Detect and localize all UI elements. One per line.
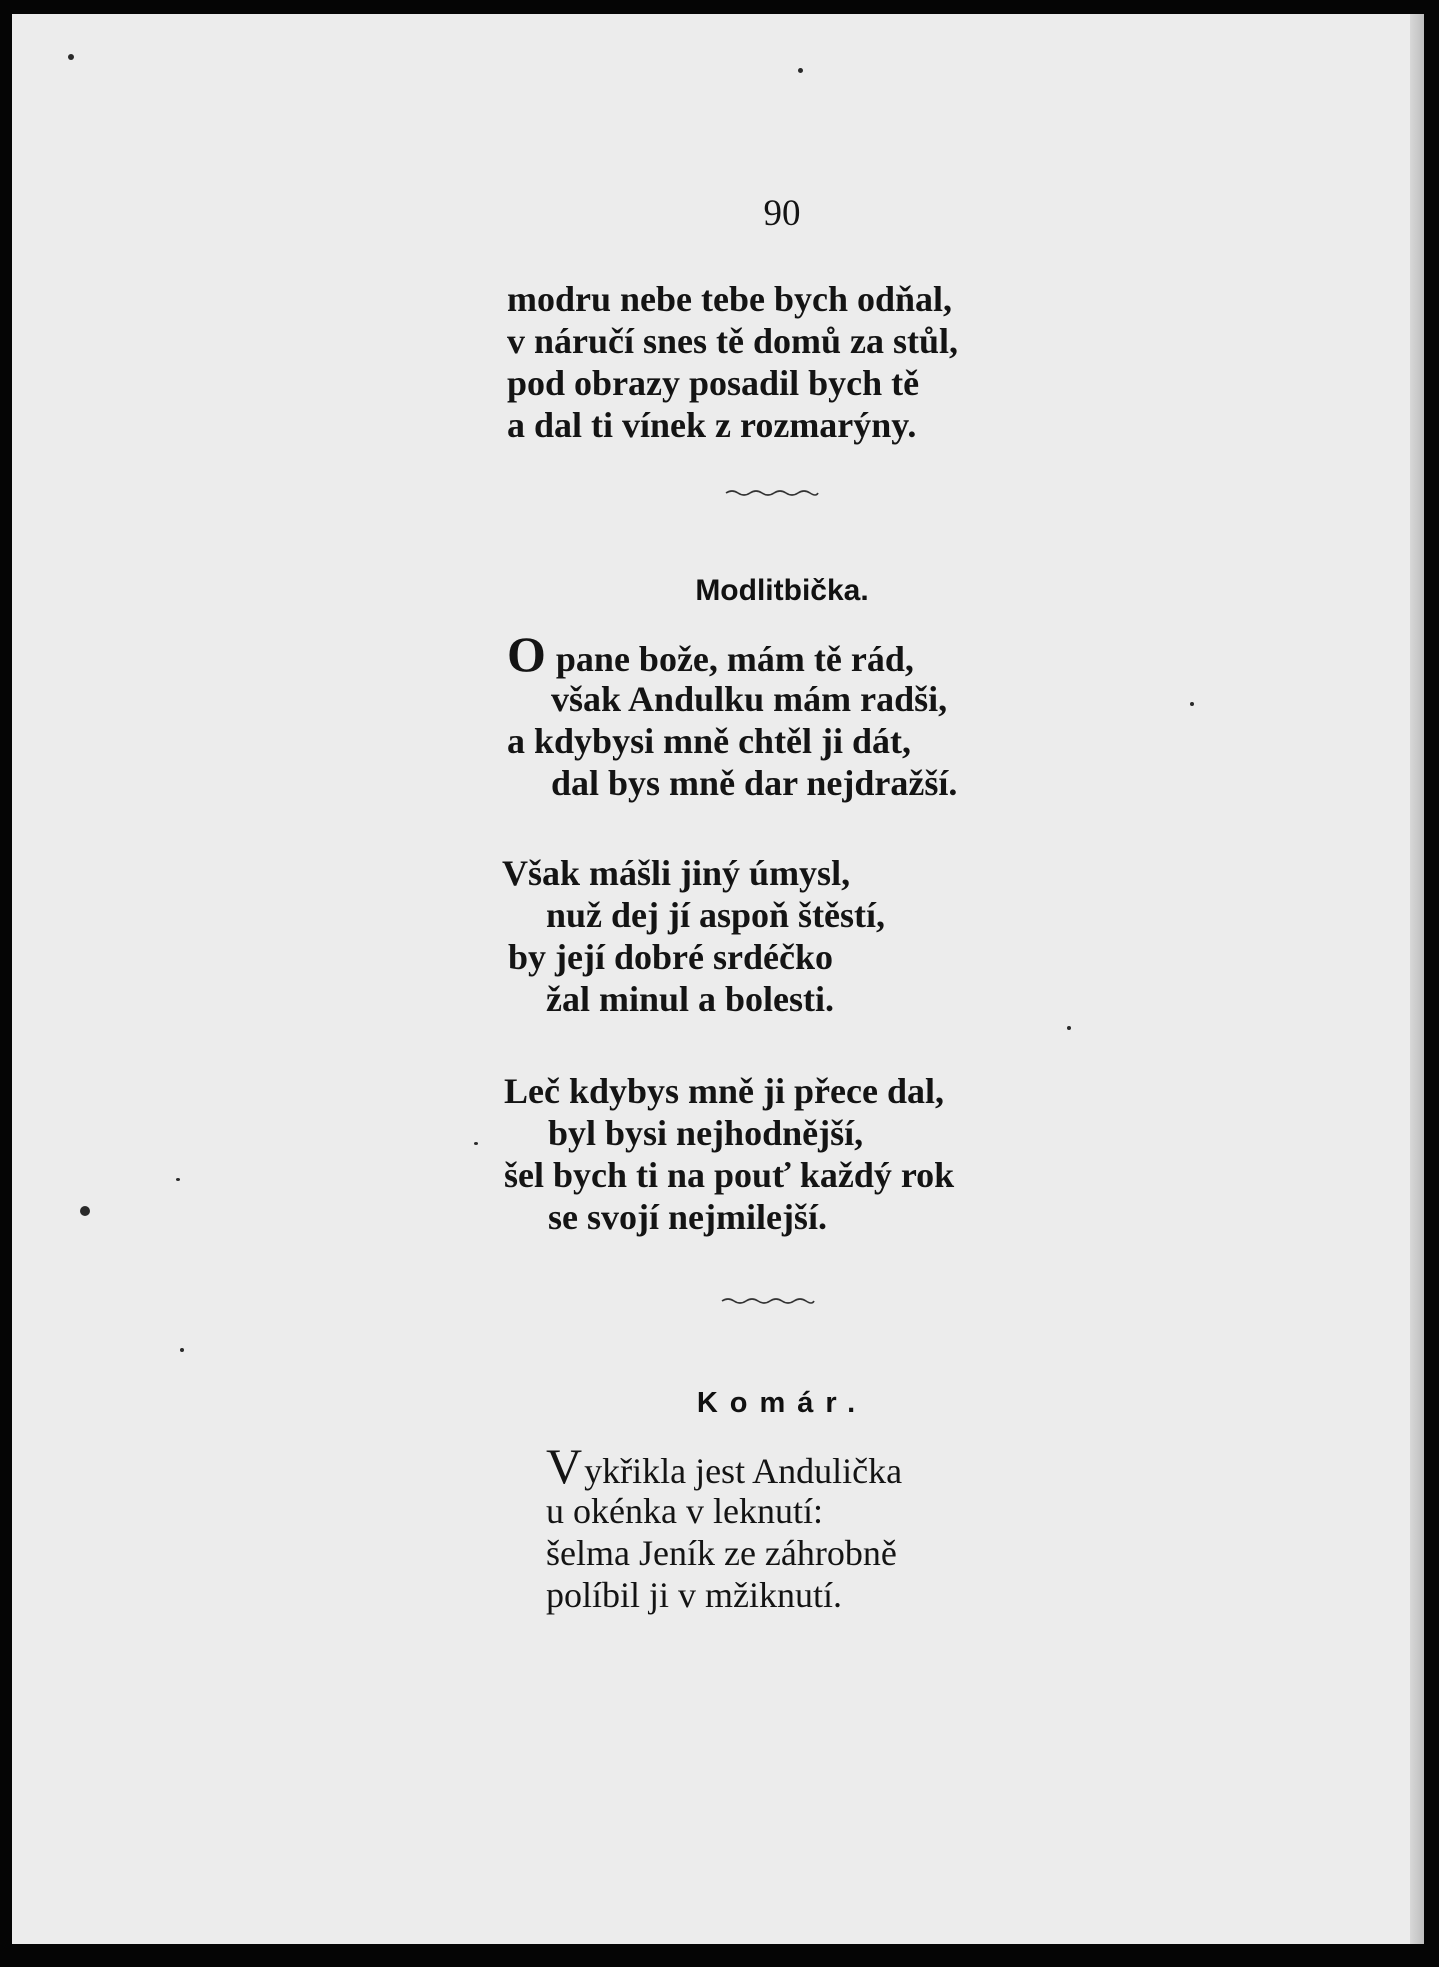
page-edge <box>1410 14 1424 1944</box>
speck <box>798 68 803 73</box>
poem-stanza <box>504 1070 954 1238</box>
speck <box>1190 702 1194 706</box>
poem-line: však Andulku mám radši, <box>551 679 948 719</box>
speck <box>1067 1026 1071 1030</box>
ornament-divider <box>724 488 820 498</box>
speck <box>180 1348 184 1352</box>
poem-stanza <box>502 852 885 1020</box>
poem-line: dal bys mně dar nejdražší. <box>551 763 958 803</box>
poem-line: by její dobré srdéčko <box>508 937 833 977</box>
poem-stanza <box>507 626 958 804</box>
speck <box>176 1178 180 1181</box>
poem-line: Leč kdybys mně ji přece dal, <box>504 1071 944 1111</box>
poem-line: pane bože, mám tě rád, <box>555 639 914 679</box>
speck <box>474 1142 478 1145</box>
poem-line: byl bysi nejhodnější, <box>548 1113 864 1153</box>
poem-line: u okénka v leknutí: <box>546 1491 823 1531</box>
poem-line: šel bych ti na pouť každý rok <box>504 1155 955 1195</box>
poem-line: šelma Jeník ze záhrobně <box>546 1533 897 1573</box>
poem-line: políbil ji v mžiknutí. <box>546 1575 842 1615</box>
poem-title: Komár. <box>696 1387 868 1419</box>
poem-line: se svojí nejmilejší. <box>548 1197 827 1237</box>
poem-line: modru nebe tebe bych odňal, <box>507 279 953 319</box>
poem-line: a dal ti vínek z rozmarýny. <box>507 405 917 445</box>
poem-stanza <box>546 1438 903 1616</box>
poem-line: nuž dej jí aspoň štěstí, <box>546 895 886 935</box>
poem-line: a kdybysi mně chtěl ji dát, <box>507 721 912 761</box>
poem-title: Modlitbička. <box>695 574 869 607</box>
poem-line: ykřikla jest Andulička <box>584 1451 903 1491</box>
poem-line: žal minul a bolesti. <box>546 979 835 1019</box>
speck <box>68 54 74 60</box>
speck <box>80 1206 90 1216</box>
initial-letter: O <box>507 626 546 682</box>
poem-line: pod obrazy posadil bych tě <box>507 363 920 403</box>
poem-line: Však mášli jiný úmysl, <box>502 853 851 893</box>
book-page <box>12 14 1424 1944</box>
stanza-continued <box>507 278 958 446</box>
initial-letter: V <box>546 1438 583 1494</box>
poem-line: v náručí snes tě domů za stůl, <box>507 321 959 361</box>
page-number: 90 <box>763 193 801 234</box>
ornament-divider <box>720 1296 816 1306</box>
